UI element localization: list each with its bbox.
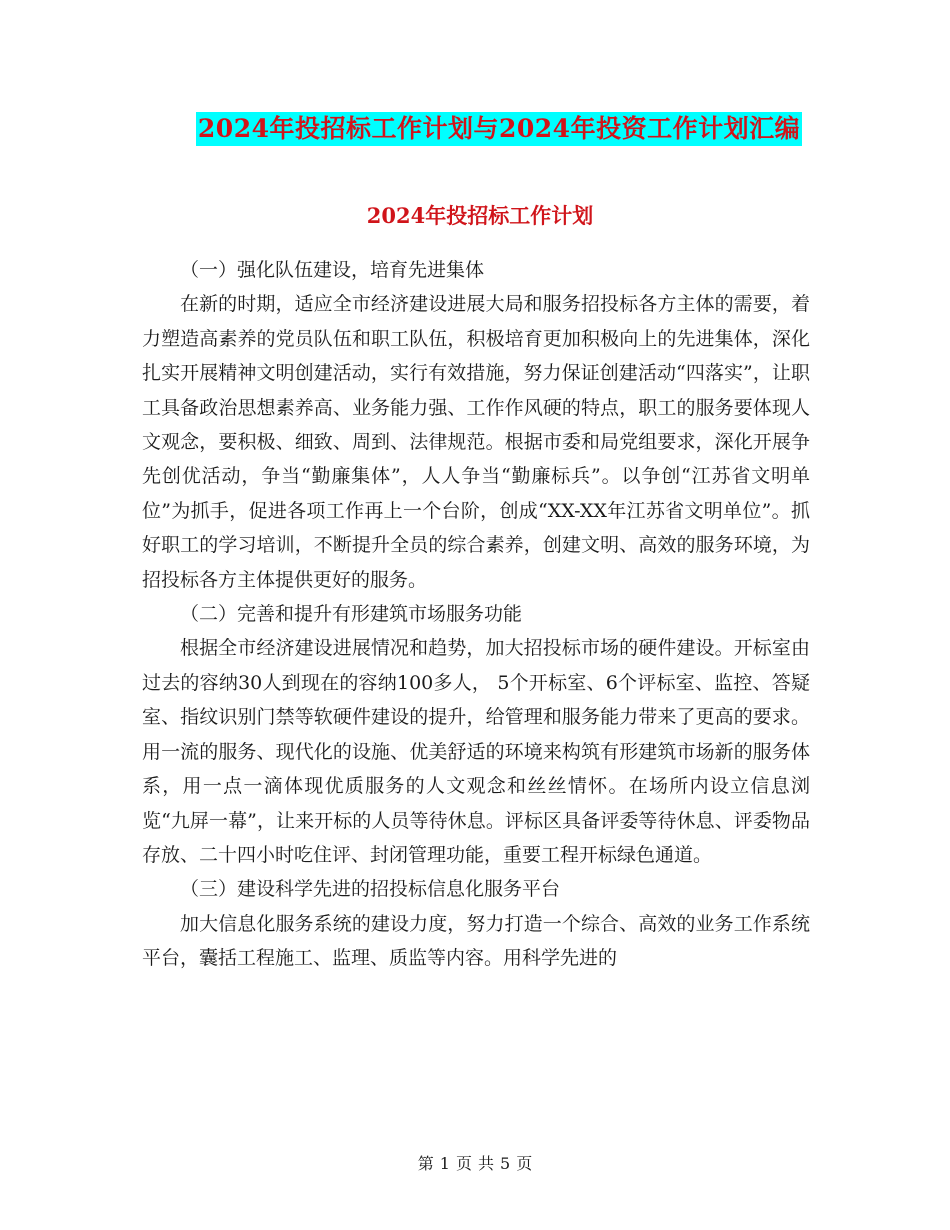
body-paragraph-1: 在新的时期，适应全市经济建设进展大局和服务招投标各方主体的需要，着力塑造高素养的党员队伍和职工队伍，积极培育更加积极向上的先进集体，深化扎实开展精神文明创建活动，实行有效措施，努力保证创建活动“四落实”，让职工具备政治思想素养高、业务能力强、工作作风硬的特点，职工的服务要体现人文观念，要积极、细致、周到、法律规范。根据市委和局党组要求，深化开展争先创优活动，争当“勤廉集体”，人人争当“勤廉标兵”。以争创“江苏省文明单位”为抓手，促进各项工作再上一个台阶，创成“XX-XX年江苏省文明单位”。抓好职工的学习培训，不断提升全员的综合素养，创建文明、高效的服务环境，为招投标各方主体提供更好的服务。 [142, 293, 810, 591]
section-heading-1: （一）强化队伍建设，培育先进集体 [180, 259, 485, 281]
footer-total-word: 共 [478, 1154, 495, 1173]
document-body [142, 223, 810, 976]
body-paragraph-3: 加大信息化服务系统的建设力度，努力打造一个综合、高效的业务工作系统平台，囊括工程施工、监理、质监等内容。用科学先进的 [142, 912, 810, 970]
document-main-title: 2024年投招标工作计划与2024年投资工作计划汇编 [196, 112, 802, 146]
footer-current-page: 1 [439, 1154, 450, 1173]
section-heading-2: （二）完善和提升有形建筑市场服务功能 [180, 603, 523, 626]
section-heading-3: （三）建设科学先进的招投标信息化服务平台 [180, 878, 561, 901]
footer-prefix: 第 [417, 1154, 434, 1173]
footer-page-word: 页 [455, 1154, 472, 1173]
document-section-title: 2024年投招标工作计划 [366, 203, 594, 228]
footer-total-pages: 5 [500, 1154, 511, 1173]
body-paragraph-2: 根据全市经济建设进展情况和趋势，加大招投标市场的硬件建设。开标室由过去的容纳30人到现在的容纳100多人， 5个开标室、6个评标室、监控、答疑室、指纹识别门禁等软硬件建设的提升，给管理和服务能力带来了更高的要求。用一流的服务、现代化的设施、优美舒适的环境来构筑有形建筑市场新的服务体系，用一点一滴体现优质服务的人文观念和丝丝情怀。在场所内设立信息浏览“九屏一幕”，让来开标的人员等待休息。评标区具备评委等待休息、评委物品存放、二十四小时吃住评、封闭管理功能，重要工程开标绿色通道。 [142, 637, 810, 866]
footer-suffix: 页 [516, 1154, 533, 1173]
page-footer [0, 1152, 950, 1176]
main-title-container [0, 112, 950, 146]
